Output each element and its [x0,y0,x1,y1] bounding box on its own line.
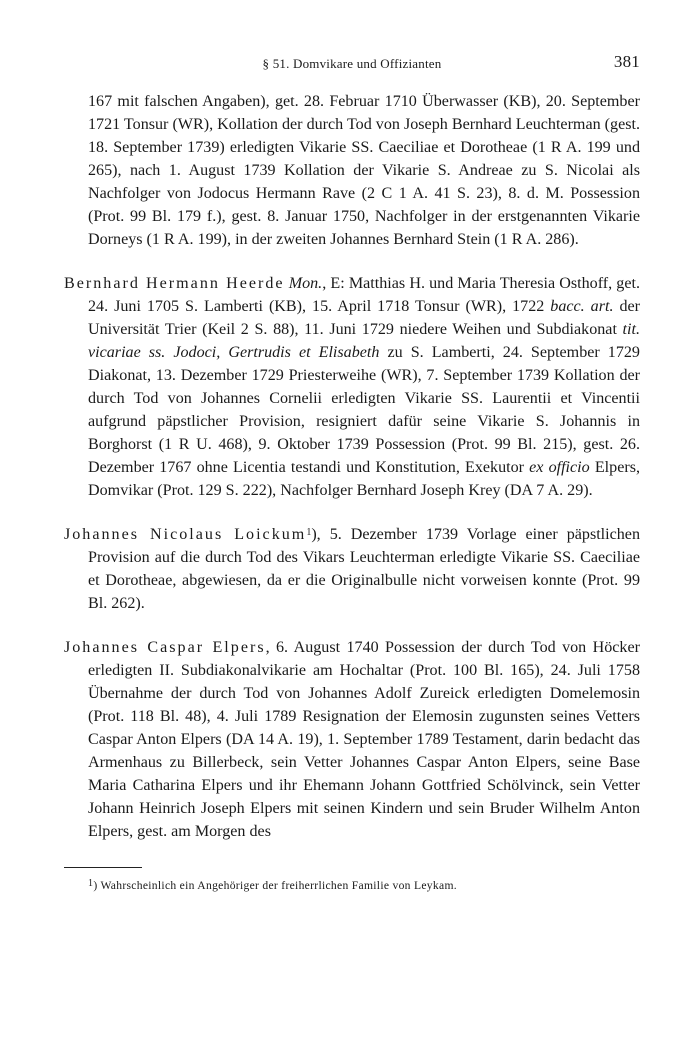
text-run: ), 5. Dezember 1739 Vorlage einer päpstlichen Provision auf die durch Tod des Vikars Leuchterman erledigte Vikarie SS. Caeciliae et Dorotheae, abgewiesen, da er die Originalbulle nicht vorweisen konnte (Prot. 99 Bl. 262). [88,526,640,612]
text-run: , 6. August 1740 Possession der durch Tod von Höcker erledigten II. Subdiakonalvikarie am Hochaltar (Prot. 100 Bl. 165), 24. Juli 1758 Übernahme der durch Tod von Johannes Adolf Zureick erledigten Domelemosin (Prot. 118 Bl. 48), 4. Juli 1789 Resignation der Elemosin zugunsten seines Vetters Caspar Anton Elpers (DA 14 A. 19), 1. September 1789 Testament, darin bedacht das Armenhaus zu Billerbeck, sein Vetter Johannes Caspar Anton Elpers, seine Base Maria Catharina Elpers und ihr Ehemann Johann Gottfried Schölvinck, sein Vetter Johann Heinrich Joseph Elpers mit seinen Kindern und sein Bruder Wilhelm Anton Elpers, gest. am Morgen des [88,639,640,840]
running-head [64,52,640,76]
page-number: 381 [613,52,640,71]
text-run: , E: Matthias H. und Maria Theresia Osthoff, get. 24. Juni 1705 S. Lamberti (KB), 15. April 1718 Tonsur (WR), 1722 [88,275,640,315]
footnote-mark: 1 [88,878,94,889]
italic-run: tit. vicariae ss. Jodoci, Gertrudis et Elisabeth [88,321,640,361]
italic-run: Mon. [288,275,323,292]
text-run: zu S. Lamberti, 24. September 1729 Diakonat, 13. Dezember 1729 Priesterweihe (WR), 7. September 1739 Kollation der durch Tod von Johannes Cornelii erledigten Vikarie SS. Laurentii et Vincentii aufgrund päpstlicher Provision, resigniert dafür seine Vikarie S. Johannis in Borghorst (1 R U. 468), 9. Oktober 1739 Possession (Prot. 99 Bl. 215), gest. 26. Dezember 1767 ohne Licentia testandi und Konstitution, Exekutor [88,344,640,476]
paragraph-continuation [64,90,640,251]
italic-run: ex officio [529,459,590,476]
footnote-reference[interactable]: 1 [306,527,312,538]
footnote [64,878,640,894]
entry-heerde [64,272,640,502]
body-text [64,90,640,843]
person-name: Bernhard Hermann Heerde [64,275,285,292]
person-name: Johannes Caspar Elpers [64,639,266,656]
paragraph-text: 167 mit falschen Angaben), get. 28. Februar 1710 Überwasser (KB), 20. September 1721 Tonsur (WR), Kollation der durch Tod von Joseph Bernhard Leuchterman (gest. 18. September 1739) erledigten Vikarie SS. Caeciliae et Dorotheae (1 R A. 199 und 265), nach 1. August 1739 Kollation der Vikarie S. Andreae zu S. Nicolai als Nachfolger von Jodocus Hermann Rave (2 C 1 A. 41 S. 23), 8. d. M. Possession (Prot. 99 Bl. 179 f.), gest. 8. Januar 1750, Nachfolger in der erstgenannten Vikarie Dorneys (1 R A. 199), in der zweiten Johannes Bernhard Stein (1 R A. 286). [88,93,640,248]
text-run: Elpers, Domvikar (Prot. 129 S. 222), Nachfolger Bernhard Joseph Krey (DA 7 A. 29). [88,459,640,499]
footnote-divider [64,867,142,868]
footnote-text: ) Wahrscheinlich ein Angehöriger der freiherrlichen Familie von Leykam. [93,879,457,892]
text-run: der Universität Trier (Keil 2 S. 88), 11. Juni 1729 niedere Weihen und Subdiakonat [88,298,640,338]
person-name: Johannes Nicolaus Loickum [64,526,307,543]
entry-loickum [64,523,640,615]
entry-elpers [64,636,640,843]
book-page [64,52,640,894]
italic-run: bacc. art. [550,298,614,315]
running-head-title: § 51. Domvikare und Offizianten [262,56,442,71]
